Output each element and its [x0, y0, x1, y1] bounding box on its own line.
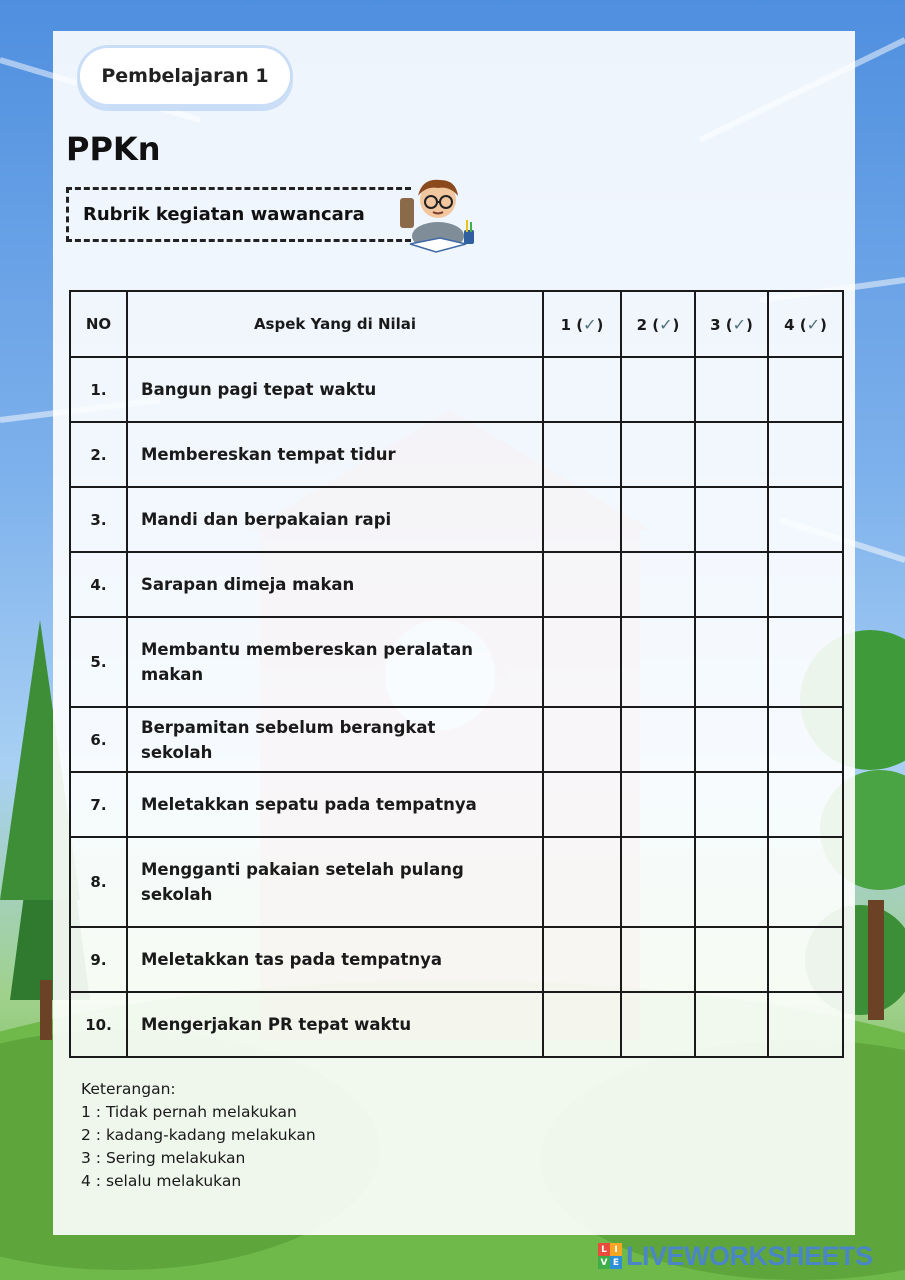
- score-cell-2[interactable]: [621, 422, 695, 487]
- check-icon: ✓: [806, 314, 821, 334]
- legend-item: 3 : Sering melakukan: [81, 1149, 246, 1167]
- row-number: 9.: [70, 927, 127, 992]
- row-aspek: Berpamitan sebelum berangkat sekolah: [127, 707, 543, 772]
- score-cell-3[interactable]: [695, 487, 768, 552]
- table-row: [70, 772, 843, 837]
- table-row: [70, 992, 843, 1057]
- score-cell-3[interactable]: [695, 617, 768, 707]
- score-cell-3[interactable]: [695, 837, 768, 927]
- score-cell-1[interactable]: [543, 837, 621, 927]
- lesson-label: Pembelajaran 1: [77, 45, 293, 107]
- assessment-rubric-table: [69, 290, 844, 1058]
- score-cell-4[interactable]: [768, 487, 843, 552]
- score-cell-3[interactable]: [695, 422, 768, 487]
- score-cell-1[interactable]: [543, 487, 621, 552]
- row-number: 10.: [70, 992, 127, 1057]
- legend: [81, 1078, 316, 1193]
- row-number: 3.: [70, 487, 127, 552]
- score-cell-1[interactable]: [543, 992, 621, 1057]
- score-cell-2[interactable]: [621, 487, 695, 552]
- row-aspek: Bangun pagi tepat waktu: [127, 357, 543, 422]
- rubric-title: Rubrik kegiatan wawancara: [83, 204, 365, 225]
- row-aspek: Meletakkan sepatu pada tempatnya: [127, 772, 543, 837]
- subject-title: PPKn: [66, 130, 161, 168]
- table-row: [70, 927, 843, 992]
- header-score-2: 2 (✓): [621, 291, 695, 357]
- row-number: 2.: [70, 422, 127, 487]
- score-cell-1[interactable]: [543, 707, 621, 772]
- score-cell-1[interactable]: [543, 552, 621, 617]
- table-row: [70, 552, 843, 617]
- score-cell-2[interactable]: [621, 707, 695, 772]
- score-cell-3[interactable]: [695, 357, 768, 422]
- score-cell-4[interactable]: [768, 422, 843, 487]
- check-icon: ✓: [732, 314, 747, 334]
- row-number: 7.: [70, 772, 127, 837]
- table-row: [70, 357, 843, 422]
- header-score-1: 1 (✓): [543, 291, 621, 357]
- score-cell-2[interactable]: [621, 837, 695, 927]
- row-aspek: Meletakkan tas pada tempatnya: [127, 927, 543, 992]
- score-cell-1[interactable]: [543, 927, 621, 992]
- row-number: 6.: [70, 707, 127, 772]
- table-row: [70, 837, 843, 927]
- table-header-row: [70, 291, 843, 357]
- score-cell-3[interactable]: [695, 552, 768, 617]
- row-aspek: Sarapan dimeja makan: [127, 552, 543, 617]
- check-icon: ✓: [659, 314, 673, 334]
- row-aspek: Mandi dan berpakaian rapi: [127, 487, 543, 552]
- table-row: [70, 617, 843, 707]
- watermark-text: LIVEWORKSHEETS: [626, 1240, 873, 1271]
- score-cell-2[interactable]: [621, 357, 695, 422]
- score-cell-2[interactable]: [621, 772, 695, 837]
- table-row: [70, 707, 843, 772]
- score-cell-4[interactable]: [768, 707, 843, 772]
- score-cell-4[interactable]: [768, 552, 843, 617]
- score-cell-1[interactable]: [543, 772, 621, 837]
- header-score-4: 4 (✓): [768, 291, 843, 357]
- rubric-title-box: [66, 187, 411, 242]
- score-cell-3[interactable]: [695, 927, 768, 992]
- row-number: 8.: [70, 837, 127, 927]
- score-cell-1[interactable]: [543, 617, 621, 707]
- score-cell-2[interactable]: [621, 552, 695, 617]
- score-cell-4[interactable]: [768, 772, 843, 837]
- table-row: [70, 422, 843, 487]
- row-aspek: Mengerjakan PR tepat waktu: [127, 992, 543, 1057]
- score-cell-2[interactable]: [621, 927, 695, 992]
- studying-boy-illustration: [396, 172, 478, 256]
- score-cell-1[interactable]: [543, 357, 621, 422]
- liveworksheets-logo-icon: L I V E: [598, 1243, 622, 1269]
- row-aspek: Membantu membereskan peralatan makan: [127, 617, 543, 707]
- table-row: [70, 487, 843, 552]
- score-cell-3[interactable]: [695, 707, 768, 772]
- row-number: 5.: [70, 617, 127, 707]
- score-cell-4[interactable]: [768, 357, 843, 422]
- score-cell-4[interactable]: [768, 617, 843, 707]
- row-aspek: Mengganti pakaian setelah pulang sekolah: [127, 837, 543, 927]
- score-cell-2[interactable]: [621, 617, 695, 707]
- legend-item: 2 : kadang-kadang melakukan: [81, 1126, 316, 1144]
- legend-item: 4 : selalu melakukan: [81, 1172, 242, 1190]
- check-icon: ✓: [583, 314, 597, 334]
- row-number: 1.: [70, 357, 127, 422]
- row-number: 4.: [70, 552, 127, 617]
- score-cell-4[interactable]: [768, 992, 843, 1057]
- row-aspek: Membereskan tempat tidur: [127, 422, 543, 487]
- legend-item: 1 : Tidak pernah melakukan: [81, 1103, 297, 1121]
- score-cell-3[interactable]: [695, 772, 768, 837]
- header-aspek: Aspek Yang di Nilai: [127, 291, 543, 357]
- score-cell-4[interactable]: [768, 927, 843, 992]
- score-cell-3[interactable]: [695, 992, 768, 1057]
- liveworksheets-watermark: [598, 1239, 873, 1273]
- score-cell-2[interactable]: [621, 992, 695, 1057]
- score-cell-1[interactable]: [543, 422, 621, 487]
- header-no: NO: [70, 291, 127, 357]
- score-cell-4[interactable]: [768, 837, 843, 927]
- header-score-3: 3 (✓): [695, 291, 768, 357]
- legend-title: Keterangan:: [81, 1080, 176, 1098]
